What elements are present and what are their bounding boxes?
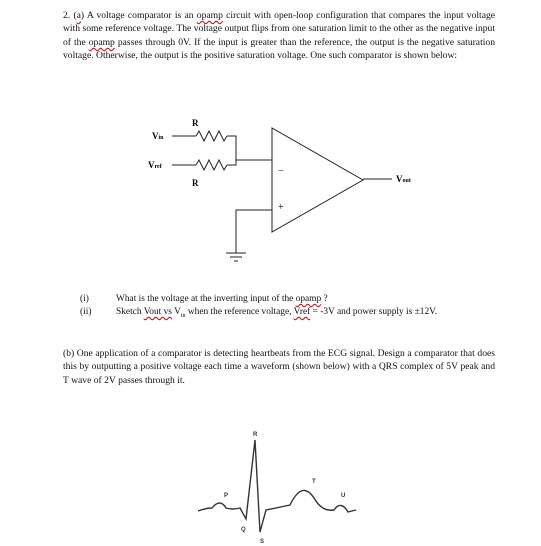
ecg-label-u: U	[341, 493, 346, 499]
question-ii-vref: Vref	[293, 307, 311, 317]
part-a-label: a	[76, 10, 81, 21]
opamp-word: opamp	[196, 10, 223, 21]
question-ii	[80, 306, 437, 322]
question-ii-text-3: = -3V and power supply is ±12V.	[310, 307, 438, 317]
part-a-text-3: passes through 0V. If the input is greater than the reference, the output is the negative saturation voltage. Otherwise, the output is the positive saturation voltage. One such comparator is shown below:	[63, 36, 495, 62]
resistor-bottom	[196, 160, 227, 170]
ecg-label-p: P	[224, 493, 229, 499]
question-ii-number: (ii)	[80, 307, 92, 317]
ecg-label-r: R	[253, 432, 258, 438]
vin-label: Vin	[152, 131, 164, 141]
part-a-text-2: circuit with open-loop configuration that compares the input voltage with some reference voltage. The voltage output flips from one saturation limit to the other as the negative input of the	[63, 10, 496, 48]
r-top-label: R	[192, 118, 199, 128]
ground-symbol	[226, 253, 246, 261]
question-i-opamp: opamp	[295, 294, 322, 304]
question-i-number: (i)	[80, 294, 89, 304]
ecg-label-s: S	[260, 539, 265, 545]
ecg-label-t: T	[312, 479, 316, 485]
vout-label: Vout	[396, 174, 411, 184]
plus-sign: +	[278, 202, 284, 213]
part-b-text: One application of a comparator is detecting heartbeats from the ECG signal. Design a comparator that does this by outputting a positive voltage each time a waveform (shown below) with a QRS complex of 5V peak and T wave of 2V passes through it.	[63, 348, 496, 386]
vin-wire-2	[227, 136, 236, 160]
question-ii-vin: V	[171, 307, 181, 317]
part-a-text-1: A voltage comparator is an	[86, 10, 197, 21]
noninverting-wire	[236, 210, 272, 253]
question-ii-text-2: when the reference voltage,	[185, 307, 294, 317]
vref-label: Vref	[148, 160, 162, 170]
question-ii-vin-sub: in	[180, 312, 186, 319]
vref-wire-2	[227, 160, 236, 165]
resistor-top	[196, 131, 227, 141]
question-number: 2.	[63, 10, 71, 21]
part-a-paragraph: 2. (a) A voltage comparator is an opamp circuit with open-loop configuration that compares the input voltage with some reference voltage. The voltage output flips from one saturation limit to the other as the negative input of the opamp passes through 0V. If the input is greater than the reference, the output is the negative saturation voltage. Otherwise, the output is the positive saturation voltage. One such comparator is shown below:	[63, 10, 496, 62]
r-bottom-label: R	[192, 178, 199, 188]
opamp-triangle	[272, 128, 363, 232]
question-ii-text-1: Sketch	[116, 307, 144, 317]
ecg-trace	[198, 440, 356, 532]
part-b-paragraph	[63, 347, 495, 387]
part-b-label: (b)	[63, 348, 75, 359]
opamp-word-2: opamp	[88, 36, 115, 48]
question-i-end: ?	[321, 294, 328, 304]
ecg-label-q: Q	[241, 527, 246, 533]
question-i-text: What is the voltage at the inverting input of the	[116, 294, 296, 304]
minus-sign: −	[278, 166, 284, 177]
question-i	[80, 293, 328, 305]
question-ii-vout: Vout vs	[143, 307, 172, 317]
